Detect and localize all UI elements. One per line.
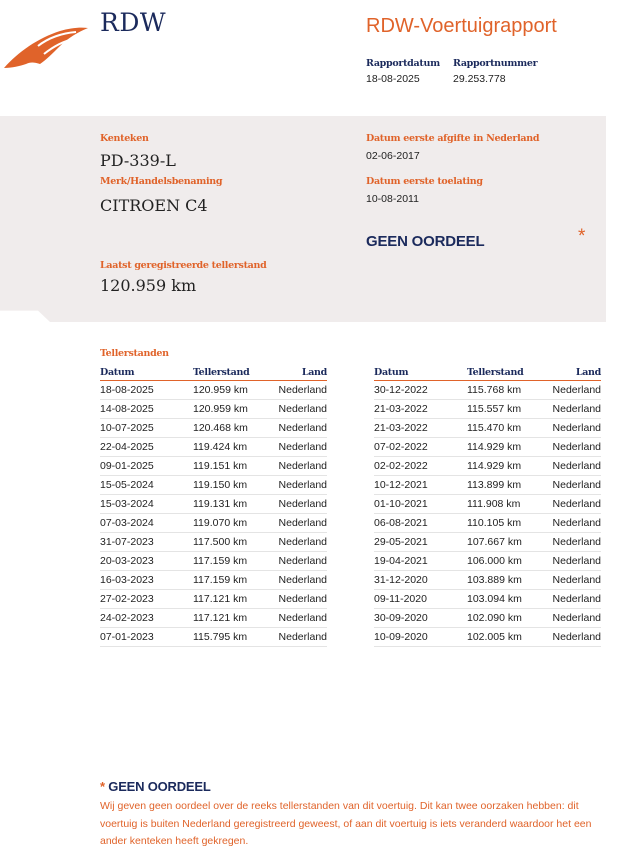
odometer-table-right: [374, 366, 601, 647]
cell-country: Nederland: [268, 419, 327, 438]
table-row: [100, 628, 327, 647]
footnote-title-text: GEEN OORDEEL: [108, 779, 211, 794]
cell-odometer: 120.959 km: [193, 381, 268, 400]
cell-date: 07-02-2022: [374, 438, 467, 457]
first-admission-value: 10-08-2011: [366, 193, 419, 205]
table-row: [374, 514, 601, 533]
cell-odometer: 119.131 km: [193, 495, 268, 514]
table-row: [374, 609, 601, 628]
cell-odometer: 114.929 km: [467, 457, 542, 476]
cell-odometer: 111.908 km: [467, 495, 542, 514]
cell-country: Nederland: [542, 400, 601, 419]
odometer-table-left: [100, 366, 327, 647]
cell-date: 24-02-2023: [100, 609, 193, 628]
cell-country: Nederland: [542, 571, 601, 590]
col-header-date: Datum: [374, 366, 467, 381]
cell-odometer: 119.150 km: [193, 476, 268, 495]
cell-odometer: 117.159 km: [193, 552, 268, 571]
last-odometer-label: Laatst geregistreerde tellerstand: [100, 260, 267, 271]
cell-date: 27-02-2023: [100, 590, 193, 609]
cell-country: Nederland: [542, 381, 601, 400]
table-row: [374, 571, 601, 590]
col-header-odometer: Tellerstand: [193, 366, 268, 381]
cell-odometer: 120.468 km: [193, 419, 268, 438]
table-row: [374, 381, 601, 400]
cell-country: Nederland: [268, 514, 327, 533]
cell-country: Nederland: [542, 590, 601, 609]
cell-odometer: 120.959 km: [193, 400, 268, 419]
cell-date: 21-03-2022: [374, 400, 467, 419]
footnote-asterisk: *: [100, 779, 105, 794]
cell-odometer: 106.000 km: [467, 552, 542, 571]
cell-date: 31-07-2023: [100, 533, 193, 552]
cell-date: 31-12-2020: [374, 571, 467, 590]
plate-label: Kenteken: [100, 133, 149, 144]
table-row: [100, 419, 327, 438]
cell-country: Nederland: [542, 495, 601, 514]
cell-odometer: 103.889 km: [467, 571, 542, 590]
cell-odometer: 113.899 km: [467, 476, 542, 495]
vehicle-info-panel: [0, 116, 606, 322]
table-row: [100, 533, 327, 552]
table-row: [374, 533, 601, 552]
col-header-odometer: Tellerstand: [467, 366, 542, 381]
cell-date: 09-11-2020: [374, 590, 467, 609]
cell-date: 21-03-2022: [374, 419, 467, 438]
cell-country: Nederland: [542, 552, 601, 571]
cell-country: Nederland: [268, 400, 327, 419]
cell-date: 10-09-2020: [374, 628, 467, 647]
cell-country: Nederland: [542, 533, 601, 552]
cell-country: Nederland: [268, 628, 327, 647]
table-row: [100, 571, 327, 590]
cell-date: 07-01-2023: [100, 628, 193, 647]
report-number: 29.253.778: [453, 73, 506, 85]
cell-odometer: 117.121 km: [193, 609, 268, 628]
cell-country: Nederland: [268, 457, 327, 476]
cell-odometer: 119.070 km: [193, 514, 268, 533]
table-row: [374, 552, 601, 571]
cell-country: Nederland: [268, 552, 327, 571]
table-row: [374, 476, 601, 495]
table-row: [100, 476, 327, 495]
cell-country: Nederland: [542, 419, 601, 438]
cell-country: Nederland: [268, 381, 327, 400]
report-date: 18-08-2025: [366, 73, 420, 85]
table-row: [374, 590, 601, 609]
make-value: CITROEN C4: [100, 196, 208, 215]
table-header-row: [100, 366, 327, 381]
cell-country: Nederland: [542, 628, 601, 647]
report-number-label: Rapportnummer: [453, 58, 538, 69]
odometer-section-title: Tellerstanden: [100, 348, 169, 359]
table-row: [374, 438, 601, 457]
cell-country: Nederland: [542, 514, 601, 533]
cell-date: 19-04-2021: [374, 552, 467, 571]
cell-odometer: 117.500 km: [193, 533, 268, 552]
first-nl-label: Datum eerste afgifte in Nederland: [366, 133, 540, 144]
cell-odometer: 119.151 km: [193, 457, 268, 476]
cell-date: 30-12-2022: [374, 381, 467, 400]
verdict-text: GEEN OORDEEL: [366, 233, 485, 250]
cell-date: 14-08-2025: [100, 400, 193, 419]
col-header-country: Land: [542, 366, 601, 381]
table-row: [100, 495, 327, 514]
cell-odometer: 103.094 km: [467, 590, 542, 609]
cell-odometer: 119.424 km: [193, 438, 268, 457]
cell-date: 20-03-2023: [100, 552, 193, 571]
cell-date: 06-08-2021: [374, 514, 467, 533]
verdict-star: *: [578, 226, 586, 247]
cell-date: 16-03-2023: [100, 571, 193, 590]
cell-odometer: 115.470 km: [467, 419, 542, 438]
table-row: [374, 457, 601, 476]
cell-country: Nederland: [268, 533, 327, 552]
cell-odometer: 115.557 km: [467, 400, 542, 419]
col-header-date: Datum: [100, 366, 193, 381]
table-row: [100, 514, 327, 533]
cell-odometer: 117.159 km: [193, 571, 268, 590]
cell-country: Nederland: [542, 457, 601, 476]
cell-date: 18-08-2025: [100, 381, 193, 400]
report-title: RDW-Voertuigrapport: [366, 15, 557, 37]
first-nl-value: 02-06-2017: [366, 150, 420, 162]
report-date-label: Rapportdatum: [366, 58, 440, 69]
cell-country: Nederland: [542, 438, 601, 457]
cell-odometer: 102.005 km: [467, 628, 542, 647]
cell-country: Nederland: [542, 476, 601, 495]
cell-date: 15-05-2024: [100, 476, 193, 495]
make-label: Merk/Handelsbenaming: [100, 176, 223, 187]
cell-date: 10-12-2021: [374, 476, 467, 495]
cell-date: 29-05-2021: [374, 533, 467, 552]
table-row: [100, 552, 327, 571]
cell-date: 07-03-2024: [100, 514, 193, 533]
table-row: [100, 590, 327, 609]
table-header-row: [374, 366, 601, 381]
brand-name: RDW: [100, 8, 167, 37]
cell-country: Nederland: [268, 571, 327, 590]
table-row: [100, 381, 327, 400]
cell-odometer: 115.768 km: [467, 381, 542, 400]
cell-date: 30-09-2020: [374, 609, 467, 628]
cell-country: Nederland: [268, 590, 327, 609]
plate-value: PD-339-L: [100, 151, 176, 170]
cell-date: 01-10-2021: [374, 495, 467, 514]
table-row: [100, 609, 327, 628]
cell-country: Nederland: [268, 438, 327, 457]
cell-date: 22-04-2025: [100, 438, 193, 457]
cell-date: 02-02-2022: [374, 457, 467, 476]
footnote-title: [100, 779, 211, 794]
cell-date: 09-01-2025: [100, 457, 193, 476]
first-admission-label: Datum eerste toelating: [366, 176, 483, 187]
cell-country: Nederland: [268, 609, 327, 628]
table-row: [374, 419, 601, 438]
cell-odometer: 114.929 km: [467, 438, 542, 457]
cell-date: 10-07-2025: [100, 419, 193, 438]
footnote-text: Wij geven geen oordeel over de reeks tellerstanden van dit voertuig. Dit kan twee oorzaken hebben: dit voertuig is buiten Nederland geregistreerd geweest, of aan dit voertuig is iets veranderd waardoor het een ander kenteken heeft gekregen.: [100, 800, 592, 847]
cell-country: Nederland: [268, 495, 327, 514]
last-odometer-value: 120.959 km: [100, 276, 197, 295]
cell-country: Nederland: [542, 609, 601, 628]
table-row: [374, 628, 601, 647]
cell-country: Nederland: [268, 476, 327, 495]
table-row: [374, 400, 601, 419]
cell-odometer: 102.090 km: [467, 609, 542, 628]
cell-odometer: 115.795 km: [193, 628, 268, 647]
cell-odometer: 110.105 km: [467, 514, 542, 533]
rdw-logo-icon: [4, 24, 88, 70]
table-row: [100, 457, 327, 476]
table-row: [100, 438, 327, 457]
col-header-country: Land: [268, 366, 327, 381]
cell-odometer: 107.667 km: [467, 533, 542, 552]
table-row: [100, 400, 327, 419]
cell-odometer: 117.121 km: [193, 590, 268, 609]
table-row: [374, 495, 601, 514]
cell-date: 15-03-2024: [100, 495, 193, 514]
